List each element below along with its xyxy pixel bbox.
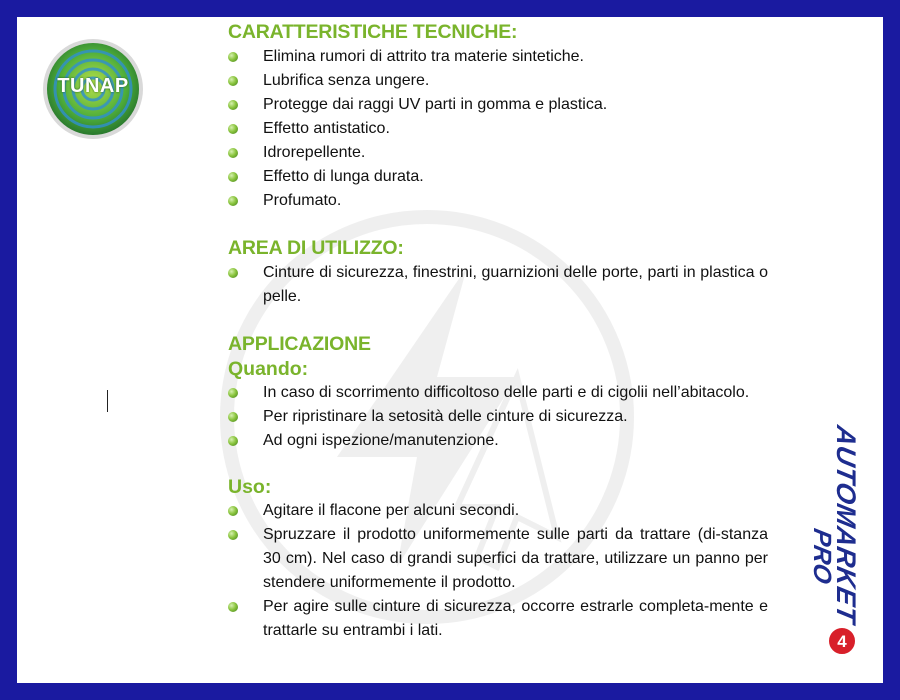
list-item — [228, 45, 768, 69]
list-item — [228, 595, 768, 643]
list-item-text: Lubrifica senza ungere. — [263, 72, 430, 89]
list-item-text: Per ripristinare la setosità delle cinture di sicurezza. — [263, 408, 628, 425]
usage-area-list — [228, 261, 768, 309]
tunap-logo-text: TUNAP — [57, 75, 129, 97]
list-item — [228, 261, 768, 309]
list-item-text: Cinture di sicurezza, finestrini, guarnizioni delle porte, parti in plastica o pelle. — [263, 264, 768, 305]
section-uso — [228, 475, 768, 643]
brand-name: AUTOMARKET — [831, 423, 861, 626]
bullet-icon — [228, 602, 238, 612]
section-title: AREA DI UTILIZZO: — [228, 237, 404, 259]
bullet-icon — [228, 76, 238, 86]
brand-badge-icon — [827, 626, 857, 656]
tunap-logo — [41, 37, 145, 141]
section-applicazione — [228, 331, 768, 453]
bullet-icon — [228, 172, 238, 182]
section-area-utilizzo — [228, 235, 768, 309]
section-title: APPLICAZIONE — [228, 333, 371, 355]
brand-suffix: PRO — [808, 526, 836, 587]
document-page — [17, 17, 883, 683]
bullet-icon — [228, 268, 238, 278]
bullet-icon — [228, 506, 238, 516]
section-title: CARATTERISTICHE TECNICHE: — [228, 21, 518, 43]
list-item-text: Ad ogni ispezione/manutenzione. — [263, 432, 499, 449]
section-caratteristiche — [228, 19, 768, 213]
bullet-icon — [228, 196, 238, 206]
list-item-text: Elimina rumori di attrito tra materie sintetiche. — [263, 48, 584, 65]
text-cursor — [107, 390, 108, 412]
bullet-icon — [228, 388, 238, 398]
list-item-text: Effetto di lunga durata. — [263, 168, 424, 185]
list-item — [228, 141, 768, 165]
list-item-text: Per agire sulle cinture di sicurezza, occorre estrarle completa-mente e trattarle su entrambi i lati. — [263, 598, 768, 639]
list-item-text: Effetto antistatico. — [263, 120, 390, 137]
list-item-text: Agitare il flacone per alcuni secondi. — [263, 502, 520, 519]
brand-wordmark — [808, 419, 861, 626]
list-item-text: Profumato. — [263, 192, 342, 209]
usage-list — [228, 499, 768, 643]
list-item — [228, 381, 768, 405]
list-item — [228, 499, 768, 523]
list-item — [228, 165, 768, 189]
feature-list — [228, 45, 768, 213]
brand-badge-label: 4 — [837, 632, 847, 651]
bullet-icon — [228, 412, 238, 422]
list-item — [228, 189, 768, 213]
list-item-text: Idrorepellente. — [263, 144, 366, 161]
section-title: Uso: — [228, 476, 272, 498]
bullet-icon — [228, 436, 238, 446]
bullet-icon — [228, 124, 238, 134]
section-subtitle: Quando: — [228, 358, 309, 380]
bullet-icon — [228, 148, 238, 158]
list-item-text: In caso di scorrimento difficoltoso delle parti e di cigolii nell’abitacolo. — [263, 384, 750, 401]
list-item — [228, 429, 768, 453]
list-item — [228, 405, 768, 429]
list-item — [228, 69, 768, 93]
bullet-icon — [228, 52, 238, 62]
application-list — [228, 381, 768, 453]
list-item-text: Spruzzare il prodotto uniformemente sulle parti da trattare (di-stanza 30 cm). Nel caso di grandi superfici da trattare, utilizzare un panno per stendere uniformemente il prodotto. — [263, 526, 768, 591]
list-item-text: Protegge dai raggi UV parti in gomma e plastica. — [263, 96, 608, 113]
list-item — [228, 117, 768, 141]
bullet-icon — [228, 530, 238, 540]
product-content — [228, 19, 768, 665]
bullet-icon — [228, 100, 238, 110]
list-item — [228, 523, 768, 595]
list-item — [228, 93, 768, 117]
